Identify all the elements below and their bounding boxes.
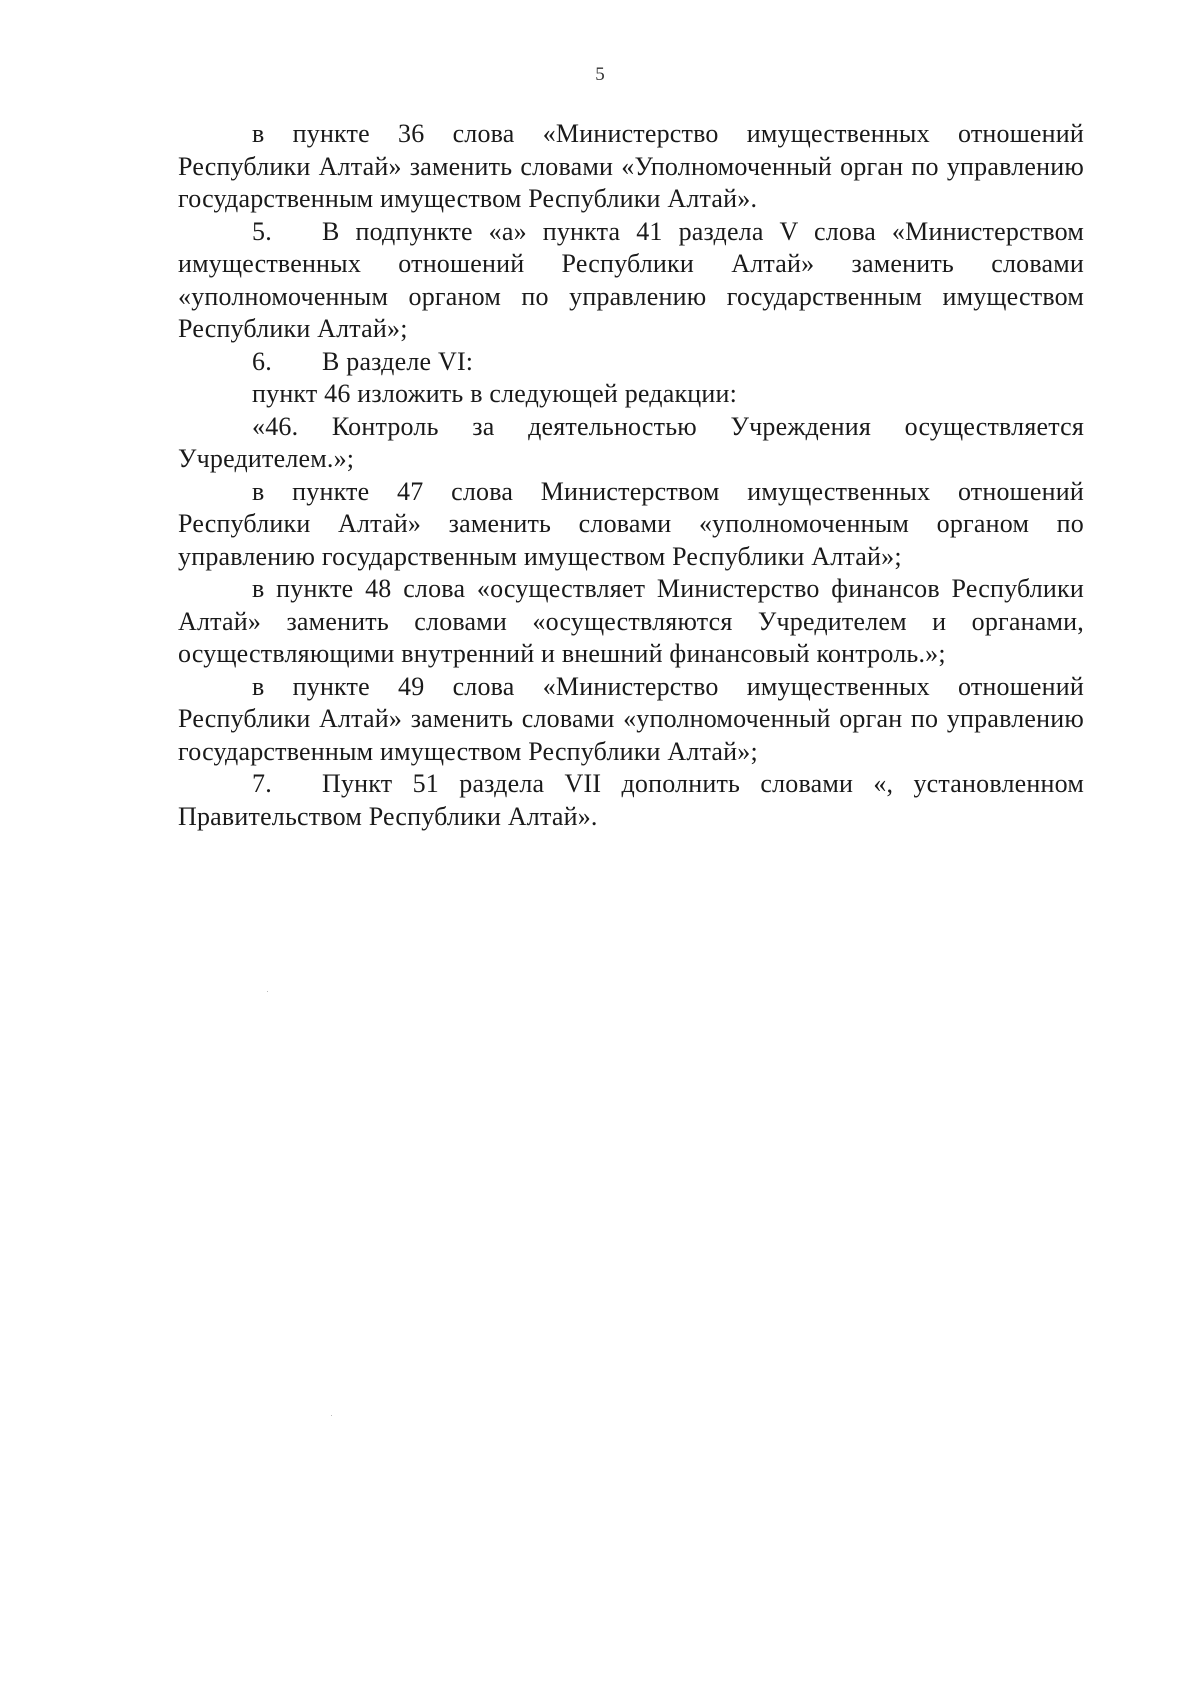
paragraph-text: в пункте 49 слова «Министерство имущественных отношений Республики Алтай» заменить словами «уполномоченный орган по управлению государственным имуществом Республики Алтай»; <box>178 671 1084 766</box>
document-body <box>178 118 1084 833</box>
paragraph-p49 <box>178 671 1084 769</box>
list-item-number: 6. <box>252 346 272 376</box>
paragraph-text: «46. Контроль за деятельностью Учреждения осуществляется Учредителем.»; <box>178 411 1084 473</box>
list-item-6 <box>178 346 1084 379</box>
list-item-7 <box>178 768 1084 833</box>
list-item-5 <box>178 216 1084 346</box>
paragraph-text: В разделе VI: <box>322 346 474 376</box>
scan-speck <box>267 991 268 992</box>
paragraph-text: пункт 46 изложить в следующей редакции: <box>252 379 738 408</box>
paragraph-text: в пункте 36 слова «Министерство имущественных отношений Республики Алтай» заменить словами «Уполномоченный орган по управлению государственным имуществом Республики Алтай». <box>178 119 1084 213</box>
paragraph-text: в пункте 47 слова Министерством имущественных отношений Республики Алтай» заменить словами «уполномоченным органом по управлению государственным имуществом Республики Алтай»; <box>178 476 1084 571</box>
scan-speck <box>331 1415 332 1416</box>
paragraph-p46-intro <box>178 378 1084 411</box>
paragraph-text: в пункте 48 слова «осуществляет Министерство финансов Республики Алтай» заменить словами «осуществляются Учредителем и органами, осуществляющими внутренний и внешний финансовый контроль.»; <box>178 574 1084 668</box>
page-number: 5 <box>595 64 605 85</box>
list-item-number: 7. <box>252 769 272 798</box>
paragraph-p48 <box>178 573 1084 671</box>
list-item-number: 5. <box>252 216 272 246</box>
paragraph-p36 <box>178 118 1084 216</box>
paragraph-p47 <box>178 476 1084 574</box>
paragraph-text: Пункт 51 раздела VII дополнить словами «, установленном Правительством Республики Алтай». <box>178 769 1084 831</box>
paragraph-text: В подпункте «а» пункта 41 раздела V слова «Министерством имущественных отношений Республики Алтай» заменить словами «уполномоченным органом по управлению государственным имуществом Республики Алтай»; <box>178 216 1084 343</box>
paragraph-p46 <box>178 411 1084 476</box>
